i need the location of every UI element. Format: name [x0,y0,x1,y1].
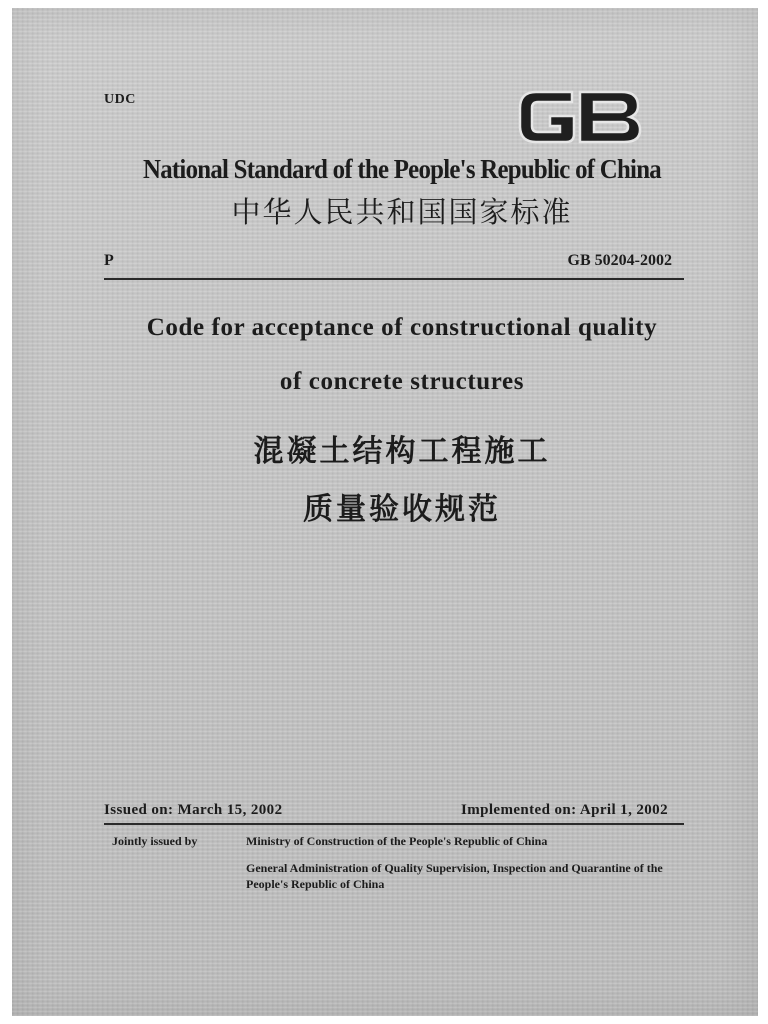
title-chinese-line-1: 混凝土结构工程施工 [253,434,551,469]
issuer-administration: General Administration of Quality Supervision, Inspection and Quarantine of the People's Republic of China [246,861,663,891]
gb-logo [514,82,644,152]
document-page [12,8,758,1016]
header-divider [104,278,684,280]
issuer-ministry: Ministry of Construction of the People's Republic of China [246,834,548,848]
national-standard-chinese: 中华人民共和国国家标准 [231,195,573,229]
implemented-date: Implemented on: April 1, 2002 [460,802,668,818]
standard-code: GB 50204-2002 [567,252,672,269]
udc-label: UDC [104,92,136,107]
title-chinese-line-2: 质量验收规范 [303,492,501,527]
footer-divider [104,823,684,825]
national-standard-english: National Standard of the People's Republic of China [143,154,661,184]
title-english-line-2: of concrete structures [279,368,525,395]
classification-letter: P [104,252,114,269]
issued-date: Issued on: March 15, 2002 [104,802,283,818]
jointly-issued-label: Jointly issued by [112,834,198,848]
title-english-line-1: Code for acceptance of constructional quality [146,314,658,341]
